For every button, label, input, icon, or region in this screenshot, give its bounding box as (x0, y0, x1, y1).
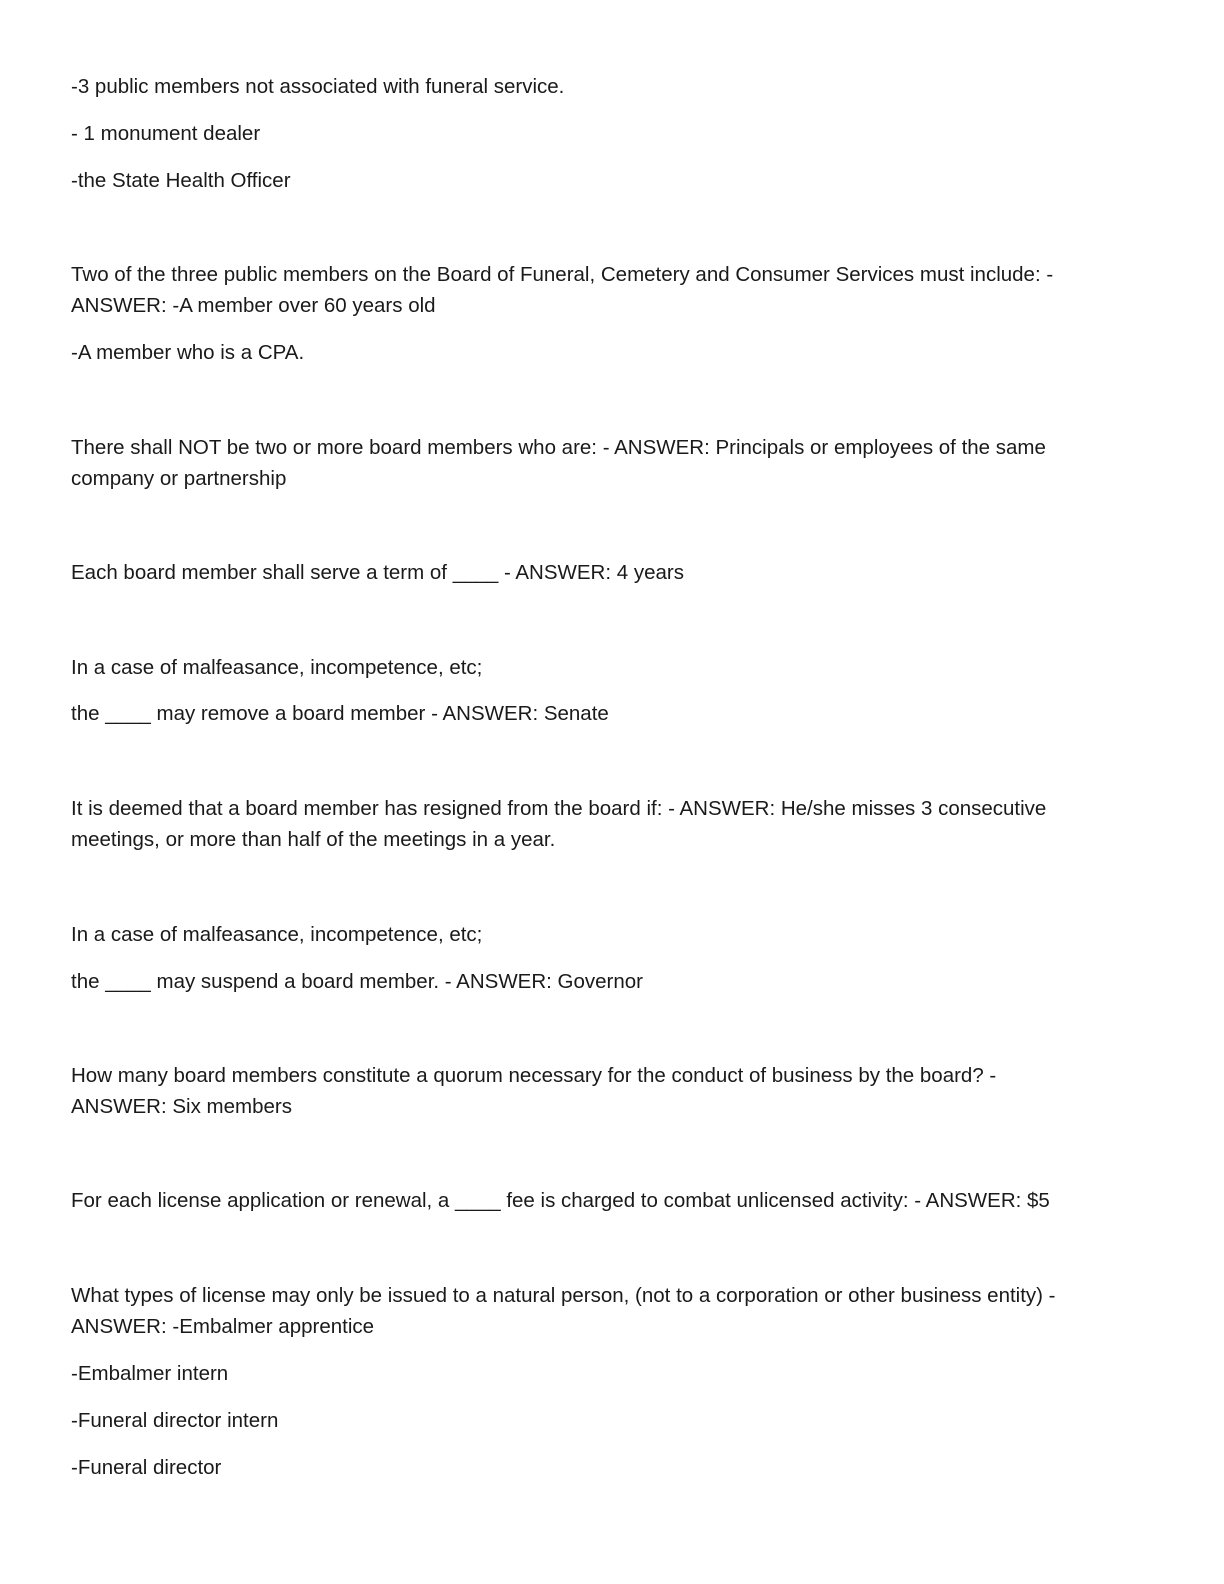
question-text: It is deemed that a board member has resigned from the board if: - ANSWER: He/she misses 3 consecutive (71, 797, 1047, 820)
answer-text: -Funeral director intern (71, 1409, 279, 1432)
text-line: - 1 monument dealer (71, 122, 261, 145)
question-text: In a case of malfeasance, incompetence, etc; (71, 656, 483, 679)
answer-text: ANSWER: -A member over 60 years old (71, 294, 436, 317)
question-text: There shall NOT be two or more board members who are: - ANSWER: Principals or employees of the same (71, 436, 1046, 459)
question-text: In a case of malfeasance, incompetence, etc; (71, 923, 483, 946)
question-text: How many board members constitute a quorum necessary for the conduct of business by the board? - (71, 1064, 997, 1087)
question-text: Two of the three public members on the Board of Funeral, Cemetery and Consumer Services must include: - (71, 263, 1054, 286)
answer-text: meetings, or more than half of the meetings in a year. (71, 828, 556, 851)
answer-text: -Funeral director (71, 1456, 222, 1479)
question-text: the ____ may suspend a board member. - ANSWER: Governor (71, 970, 643, 993)
text-line: -the State Health Officer (71, 169, 291, 192)
question-text: For each license application or renewal, a ____ fee is charged to combat unlicensed activity: - ANSWER: $5 (71, 1189, 1050, 1212)
text-line: -3 public members not associated with funeral service. (71, 75, 565, 98)
answer-text: -Embalmer intern (71, 1362, 229, 1385)
answer-text: ANSWER: -Embalmer apprentice (71, 1315, 375, 1338)
answer-text: company or partnership (71, 467, 287, 490)
question-text: Each board member shall serve a term of ____ - ANSWER: 4 years (71, 561, 684, 584)
question-text: the ____ may remove a board member - ANSWER: Senate (71, 702, 609, 725)
question-text: What types of license may only be issued to a natural person, (not to a corporation or other business entity) - (71, 1284, 1056, 1307)
answer-text: -A member who is a CPA. (71, 341, 305, 364)
answer-text: ANSWER: Six members (71, 1095, 292, 1118)
